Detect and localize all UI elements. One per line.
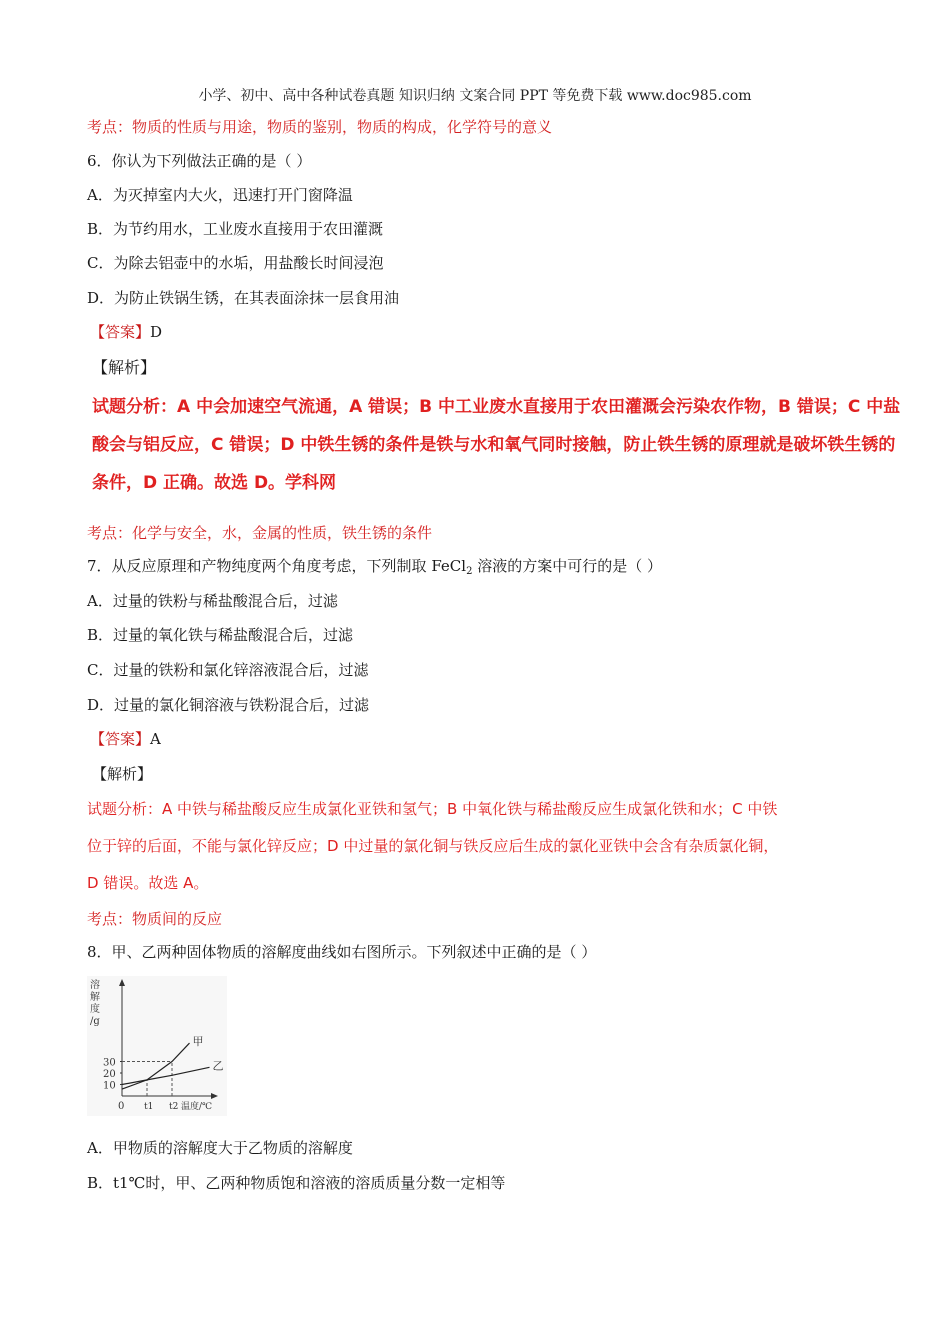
q7-stem	[87, 556, 662, 582]
chart-background	[87, 976, 227, 1116]
q7-option-b: B．过量的氧化铁与稀盐酸混合后，过滤	[87, 626, 354, 644]
kaodian-q5: 考点：物质的性质与用途，物质的鉴别，物质的构成，化学符号的意义	[87, 118, 553, 136]
y-axis-label: 解	[90, 992, 100, 1003]
q7-analysis-line-1: 试题分析：A 中铁与稀盐酸反应生成氯化亚铁和氢气；B 中氧化铁与稀盐酸反应生成氯化铁和水；C 中铁	[87, 800, 778, 818]
q7-subscript: 2	[466, 566, 473, 577]
series-label: 甲	[192, 1035, 204, 1049]
q6-option-b: B．为节约用水，工业废水直接用于农田灌溉	[87, 220, 384, 238]
y-axis-label: /g	[90, 1016, 100, 1027]
answer-value: D	[150, 323, 163, 341]
x-tick-label: t2	[169, 1102, 179, 1112]
x-tick-label: t1	[144, 1102, 154, 1112]
q7-stem-tail: 溶液的方案中可行的是（ ）	[472, 557, 662, 575]
q7-analysis-line-3: D 错误。故选 A。	[87, 874, 209, 892]
q6-kaodian: 考点：化学与安全，水，金属的性质，铁生锈的条件	[87, 524, 433, 542]
answer-label: 【答案】	[90, 323, 151, 341]
q6-analysis-line-1: 试题分析：A 中会加速空气流通，A 错误；B 中工业废水直接用于农田灌溉会污染农作物，B 错误；C 中盐	[92, 397, 901, 417]
series-label: 乙	[212, 1059, 224, 1073]
answer-label: 【答案】	[90, 730, 151, 748]
q6-option-c: C．为除去铝壶中的水垢，用盐酸长时间浸泡	[87, 254, 384, 272]
y-tick-label: 10	[103, 1080, 116, 1092]
q7-analysis-label: 【解析】	[92, 765, 153, 783]
q7-kaodian: 考点：物质间的反应	[87, 910, 223, 928]
q7-analysis-line-2: 位于锌的后面，不能与氯化锌反应；D 中过量的氯化铜与铁反应后生成的氯化亚铁中会含有杂质氯化铜，	[87, 837, 779, 855]
q7-answer	[90, 729, 161, 749]
q8-option-a: A．甲物质的溶解度大于乙物质的溶解度	[87, 1139, 353, 1157]
q6-analysis-line-3: 条件，D 正确。故选 D。学科网	[92, 473, 337, 493]
x-axis-label: 温度/℃	[181, 1102, 213, 1112]
q6-analysis-line-2: 酸会与铝反应，C 错误；D 中铁生锈的条件是铁与水和氧气同时接触，防止铁生锈的原理就是破坏铁生锈的	[92, 435, 896, 455]
page-header: 小学、初中、高中各种试卷真题 知识归纳 文案合同 PPT 等免费下载 www.doc985.com	[198, 88, 752, 104]
q6-analysis-label: 【解析】	[92, 358, 157, 377]
x-tick-label: 0	[118, 1101, 125, 1112]
y-tick-label: 20	[103, 1069, 116, 1080]
q8-option-b: B．t1℃时，甲、乙两种物质饱和溶液的溶质质量分数一定相等	[87, 1174, 506, 1192]
q6-stem: 6．你认为下列做法正确的是（ ）	[87, 152, 312, 170]
q6-option-d: D．为防止铁锅生锈，在其表面涂抹一层食用油	[87, 289, 400, 307]
solubility-chart	[87, 976, 227, 1116]
q7-option-d: D．过量的氯化铜溶液与铁粉混合后，过滤	[87, 696, 370, 714]
q6-option-a: A．为灭掉室内大火，迅速打开门窗降温	[87, 186, 353, 204]
answer-value: A	[150, 730, 161, 748]
y-axis-label: 溶	[90, 980, 100, 991]
q7-option-c: C．过量的铁粉和氯化锌溶液混合后，过滤	[87, 661, 369, 679]
q7-option-a: A．过量的铁粉与稀盐酸混合后，过滤	[87, 592, 338, 610]
q7-stem-text: 7．从反应原理和产物纯度两个角度考虑，下列制取 FeCl	[87, 557, 467, 575]
q6-answer	[90, 322, 162, 342]
q8-stem: 8．甲、乙两种固体物质的溶解度曲线如右图所示。下列叙述中正确的是（ ）	[87, 943, 597, 961]
y-tick-label: 30	[103, 1057, 116, 1069]
y-axis-label: 度	[90, 1004, 100, 1015]
